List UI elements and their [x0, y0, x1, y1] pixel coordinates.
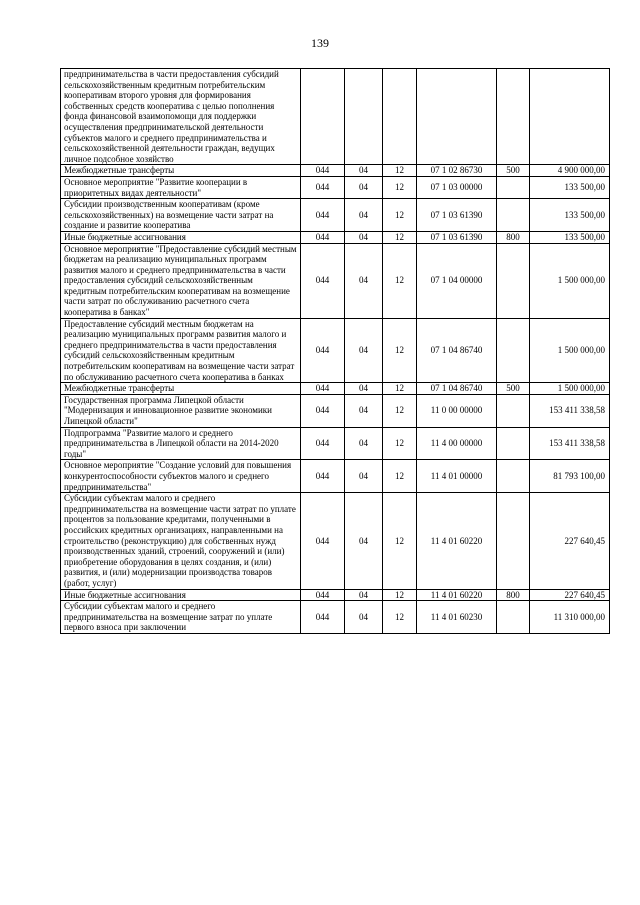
row-name: Субсидии производственным кооперативам (кроме сельскохозяйственных) на возмещение части затрат на создание и развитие кооператива	[61, 199, 301, 232]
section-code	[345, 69, 383, 165]
row-name: Подпрограмма "Развитие малого и среднего предпринимательства в Липецкой области на 2014-2020 годы"	[61, 427, 301, 460]
ministry-code: 044	[301, 231, 345, 243]
expense-type	[497, 601, 530, 634]
amount: 133 500,00	[530, 231, 610, 243]
section-code: 04	[345, 176, 383, 198]
amount: 133 500,00	[530, 176, 610, 198]
amount: 227 640,45	[530, 589, 610, 601]
subsection-code: 12	[383, 243, 417, 318]
budget-table-body	[61, 69, 610, 634]
subsection-code: 12	[383, 460, 417, 493]
section-code: 04	[345, 493, 383, 589]
target-article	[417, 69, 497, 165]
section-code: 04	[345, 243, 383, 318]
amount: 11 310 000,00	[530, 601, 610, 634]
row-name: предпринимательства в части предоставления субсидий сельскохозяйственным кредитным потребительским кооперативам второго уровня для формирования собственных средств кооператива с целью пополнения фонда финансовой взаимопомощи для поддержки осуществления предпринимательской деятельности субъектов малого и среднего предпринимательства и сельскохозяйственной деятельности граждан, ведущих личное подсобное хозяйство	[61, 69, 301, 165]
expense-type	[497, 493, 530, 589]
target-article: 07 1 04 00000	[417, 243, 497, 318]
subsection-code: 12	[383, 176, 417, 198]
ministry-code: 044	[301, 199, 345, 232]
section-code: 04	[345, 383, 383, 395]
table-row	[61, 383, 610, 395]
subsection-code: 12	[383, 165, 417, 177]
amount: 4 900 000,00	[530, 165, 610, 177]
subsection-code: 12	[383, 394, 417, 427]
ministry-code: 044	[301, 601, 345, 634]
amount: 81 793 100,00	[530, 460, 610, 493]
row-name: Межбюджетные трансферты	[61, 165, 301, 177]
row-name: Основное мероприятие "Развитие кооперации в приоритетных видах деятельности"	[61, 176, 301, 198]
expense-type	[497, 318, 530, 383]
expense-type	[497, 394, 530, 427]
target-article: 11 0 00 00000	[417, 394, 497, 427]
target-article: 07 1 03 61390	[417, 231, 497, 243]
target-article: 11 4 01 60220	[417, 589, 497, 601]
ministry-code: 044	[301, 493, 345, 589]
table-row	[61, 427, 610, 460]
target-article: 07 1 04 86740	[417, 383, 497, 395]
section-code: 04	[345, 165, 383, 177]
expense-type	[497, 427, 530, 460]
row-name: Основное мероприятие "Создание условий для повышения конкурентоспособности субъектов малого и среднего предпринимательства"	[61, 460, 301, 493]
expense-type: 500	[497, 383, 530, 395]
table-row	[61, 589, 610, 601]
expense-type	[497, 199, 530, 232]
row-name: Иные бюджетные ассигнования	[61, 589, 301, 601]
table-row	[61, 493, 610, 589]
subsection-code	[383, 69, 417, 165]
subsection-code: 12	[383, 318, 417, 383]
table-row	[61, 318, 610, 383]
subsection-code: 12	[383, 231, 417, 243]
section-code: 04	[345, 231, 383, 243]
table-row	[61, 601, 610, 634]
ministry-code: 044	[301, 460, 345, 493]
amount: 1 500 000,00	[530, 383, 610, 395]
table-row	[61, 165, 610, 177]
ministry-code: 044	[301, 165, 345, 177]
target-article: 07 1 03 61390	[417, 199, 497, 232]
amount: 133 500,00	[530, 199, 610, 232]
ministry-code: 044	[301, 427, 345, 460]
table-row	[61, 231, 610, 243]
amount: 1 500 000,00	[530, 243, 610, 318]
ministry-code: 044	[301, 318, 345, 383]
section-code: 04	[345, 589, 383, 601]
ministry-code: 044	[301, 394, 345, 427]
amount: 153 411 338,58	[530, 427, 610, 460]
subsection-code: 12	[383, 589, 417, 601]
subsection-code: 12	[383, 199, 417, 232]
ministry-code	[301, 69, 345, 165]
section-code: 04	[345, 394, 383, 427]
target-article: 11 4 01 00000	[417, 460, 497, 493]
table-row	[61, 69, 610, 165]
ministry-code: 044	[301, 176, 345, 198]
table-row	[61, 176, 610, 198]
table-row	[61, 243, 610, 318]
row-name: Иные бюджетные ассигнования	[61, 231, 301, 243]
table-row	[61, 199, 610, 232]
ministry-code: 044	[301, 243, 345, 318]
amount: 227 640,45	[530, 493, 610, 589]
ministry-code: 044	[301, 589, 345, 601]
target-article: 11 4 00 00000	[417, 427, 497, 460]
subsection-code: 12	[383, 383, 417, 395]
section-code: 04	[345, 601, 383, 634]
budget-table	[60, 68, 610, 634]
row-name: Предоставление субсидий местным бюджетам на реализацию муниципальных программ развития малого и среднего предпринимательства в части предоставления субсидий сельскохозяйственным кредитным потребительским кооперативам на возмещение части затрат по обслуживанию расчетного счета кооператива в банках	[61, 318, 301, 383]
expense-type	[497, 69, 530, 165]
expense-type	[497, 176, 530, 198]
row-name: Государственная программа Липецкой области "Модернизация и инновационное развитие экономики Липецкой области"	[61, 394, 301, 427]
amount	[530, 69, 610, 165]
row-name: Субсидии субъектам малого и среднего предпринимательства на возмещение затрат по уплате первого взноса при заключении	[61, 601, 301, 634]
expense-type: 800	[497, 231, 530, 243]
row-name: Межбюджетные трансферты	[61, 383, 301, 395]
expense-type: 800	[497, 589, 530, 601]
ministry-code: 044	[301, 383, 345, 395]
target-article: 07 1 03 00000	[417, 176, 497, 198]
target-article: 11 4 01 60230	[417, 601, 497, 634]
expense-type	[497, 460, 530, 493]
row-name: Субсидии субъектам малого и среднего предпринимательства на возмещение части затрат по уплате процентов за пользование кредитами, полученными в российских кредитных организациях, направленными на строительство (реконструкцию) для собственных нужд производственных зданий, строений, сооружений и (или) приобретение оборудования в целях создания, и (или) развития, и (или) модернизации производства товаров (работ, услуг)	[61, 493, 301, 589]
table-row	[61, 460, 610, 493]
expense-type: 500	[497, 165, 530, 177]
section-code: 04	[345, 427, 383, 460]
page-number: 139	[311, 36, 329, 50]
section-code: 04	[345, 318, 383, 383]
section-code: 04	[345, 199, 383, 232]
table-row	[61, 394, 610, 427]
subsection-code: 12	[383, 601, 417, 634]
amount: 1 500 000,00	[530, 318, 610, 383]
row-name: Основное мероприятие "Предоставление субсидий местным бюджетам на реализацию муниципальных программ развития малого и среднего предпринимательства в части предоставления субсидий сельскохозяйственным кредитным потребительским кооперативам на возмещение части затрат по обслуживанию расчетного счета кооператива в банках"	[61, 243, 301, 318]
target-article: 07 1 02 86730	[417, 165, 497, 177]
target-article: 07 1 04 86740	[417, 318, 497, 383]
target-article: 11 4 01 60220	[417, 493, 497, 589]
section-code: 04	[345, 460, 383, 493]
amount: 153 411 338,58	[530, 394, 610, 427]
subsection-code: 12	[383, 427, 417, 460]
subsection-code: 12	[383, 493, 417, 589]
expense-type	[497, 243, 530, 318]
